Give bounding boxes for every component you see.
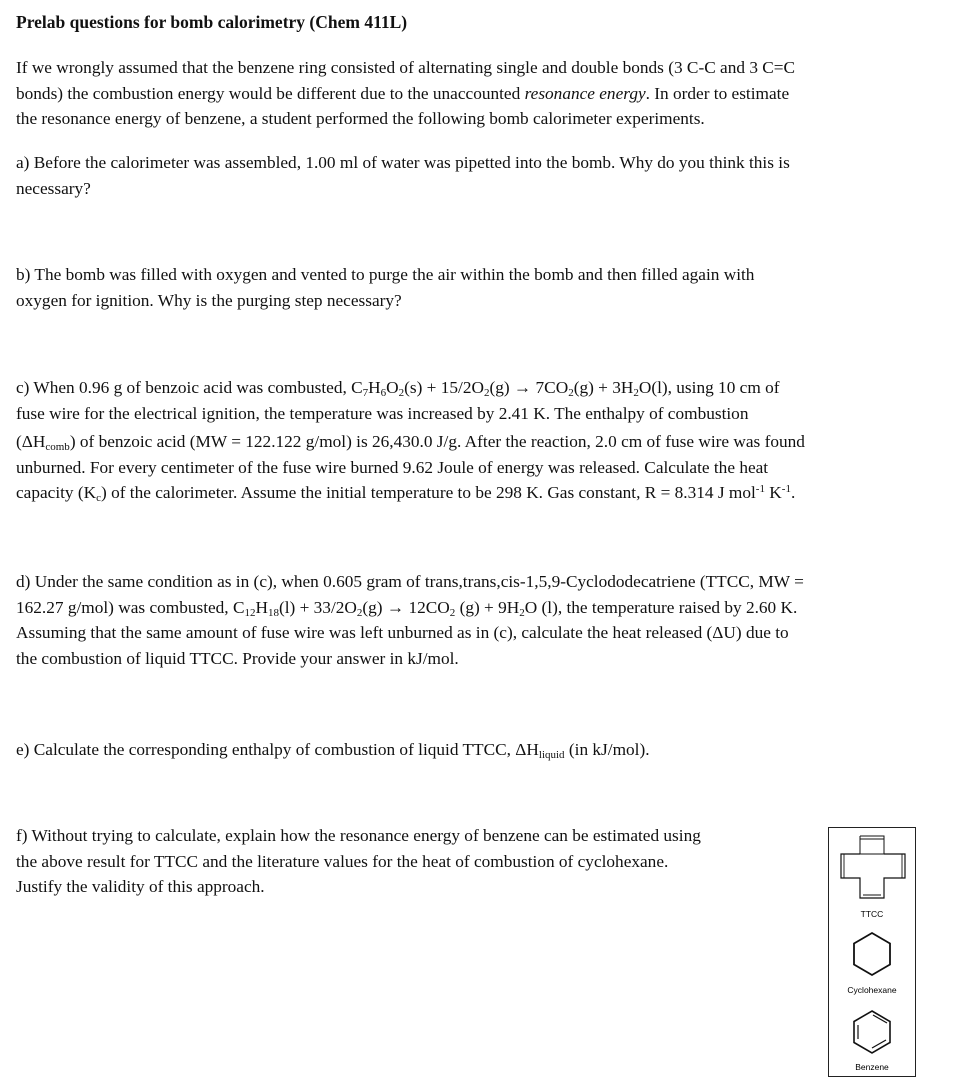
question-b-line-2: oxygen for ignition. Why is the purging step necessary? bbox=[16, 290, 402, 310]
question-d-line-1: d) Under the same condition as in (c), when 0.605 gram of trans,trans,cis-1,5,9-Cyclododecatriene (TTCC, MW = bbox=[16, 572, 804, 591]
question-d-line-2: 162.27 g/mol) was combusted, $C_{12}H_{18}(l) + 33/2O_2(g) \to 12CO_2$ $(g) + 9H_2O$ (l), the temperature raised by 2.60 K. bbox=[16, 597, 798, 619]
intro-line-1: If we wrongly assumed that the benzene ring consisted of alternating single and double bonds (3 C-C and 3 C=C bbox=[16, 58, 796, 77]
question-d bbox=[16, 569, 921, 671]
question-a-line-2: necessary? bbox=[16, 178, 91, 198]
intro-paragraph bbox=[16, 55, 921, 132]
question-e bbox=[16, 737, 921, 763]
structures-svg bbox=[829, 828, 915, 1076]
question-f bbox=[16, 823, 816, 900]
intro-line-2: bonds) the combustion energy would be different due to the unaccounted resonance energy. In order to estimate bbox=[16, 83, 790, 103]
question-c-line-2: fuse wire for the electrical ignition, the temperature was increased by 2.41 K. The enthalpy of combustion bbox=[16, 403, 749, 423]
question-f-line-1: f) Without trying to calculate, explain how the resonance energy of benzene can be estimated using bbox=[16, 826, 701, 845]
question-c-line-4: unburned. For every centimeter of the fuse wire burned 9.62 Joule of energy was released. Calculate the heat bbox=[16, 457, 769, 477]
cyclohexane-label: Cyclohexane bbox=[847, 985, 897, 995]
question-d-line-4: the combustion of liquid TTCC. Provide your answer in kJ/mol. bbox=[16, 648, 459, 668]
question-f-line-3: Justify the validity of this approach. bbox=[16, 877, 265, 896]
question-b-line-1: b) The bomb was filled with oxygen and vented to purge the air within the bomb and then filled again with bbox=[16, 265, 755, 284]
benzene-ring bbox=[854, 1011, 890, 1053]
question-d-line-3: Assuming that the same amount of fuse wire was left unburned as in (c), calculate the heat released (ΔU) due to bbox=[16, 623, 789, 642]
benzene-label: Benzene bbox=[855, 1062, 889, 1072]
ttcc-label: TTCC bbox=[860, 909, 884, 919]
question-b bbox=[16, 262, 921, 313]
cyclohexane-ring bbox=[854, 933, 890, 975]
structures-figure bbox=[828, 827, 916, 1077]
question-c-line-1: c) When 0.96 g of benzoic acid was combusted, $C_7H_6O_2(s) + 15/2O_2(g) \to 7CO_2(g) + 3H_2O(l)$, using 10 cm of bbox=[16, 378, 780, 399]
intro-line-3: the resonance energy of benzene, a student performed the following bomb calorimeter experiments. bbox=[16, 109, 705, 128]
question-c bbox=[16, 375, 921, 506]
resonance-energy-term: resonance energy bbox=[524, 83, 646, 103]
question-a-line-1: a) Before the calorimeter was assembled, 1.00 ml of water was pipetted into the bomb. Why do you think this is bbox=[16, 153, 790, 172]
question-e-line-1: e) Calculate the corresponding enthalpy of combustion of liquid TTCC, $\Delta H_{liquid}$ (in kJ/mol). bbox=[16, 740, 650, 761]
question-f-line-2: the above result for TTCC and the literature values for the heat of combustion of cyclohexane. bbox=[16, 851, 669, 871]
question-a bbox=[16, 150, 921, 201]
page-title: Prelab questions for bomb calorimetry (Chem 411L) bbox=[16, 12, 408, 32]
ttcc-structure bbox=[841, 836, 905, 898]
question-c-line-3: $(\Delta H_{comb})$ of benzoic acid (MW = 122.122 g/mol) is 26,430.0 J/g. After the reaction, 2.0 cm of fuse wire was found bbox=[16, 432, 805, 453]
question-c-line-5: capacity $(K_c)$ of the calorimeter. Assume the initial temperature to be 298 K. Gas constant, R = 8.314 J mol$^{-1}$ $K^{-1}$. bbox=[16, 483, 796, 504]
